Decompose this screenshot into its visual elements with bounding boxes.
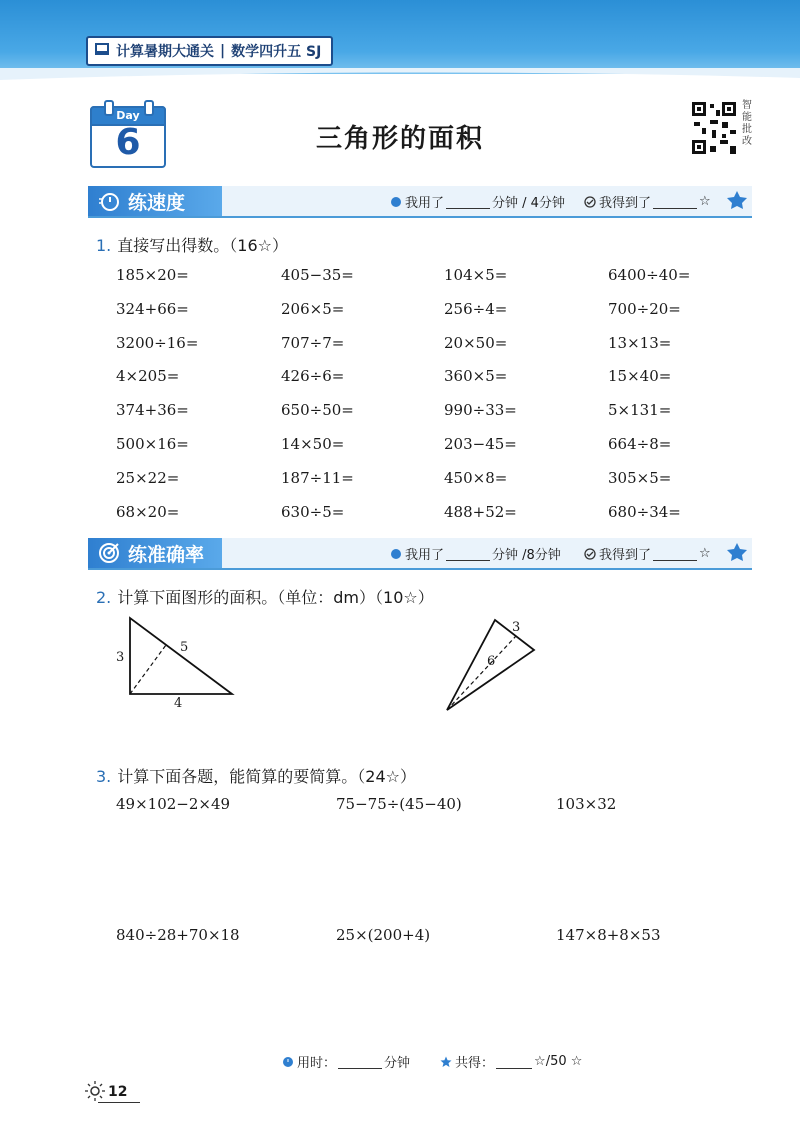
time-used xyxy=(390,192,565,211)
footer-score-suffix: ☆/50 ☆ xyxy=(534,1054,583,1069)
calc-item: 5×131= xyxy=(608,401,672,419)
clock-icon xyxy=(282,1056,294,1068)
footer-score-label: 共得： xyxy=(455,1056,495,1071)
day-number: 6 xyxy=(115,122,141,163)
question-1-heading xyxy=(96,233,288,256)
calc-item: 405−35= xyxy=(281,266,354,284)
tri1-hyp-label: 5 xyxy=(180,640,189,655)
time-suffix: 分钟 / 4分钟 xyxy=(492,196,565,211)
calc-item: 3200÷16= xyxy=(116,334,199,352)
footer-time-unit: 分钟 xyxy=(384,1056,411,1071)
calc-item: 185×20= xyxy=(116,266,189,284)
calendar-ring-icon xyxy=(104,100,114,116)
calc-item: 104×5= xyxy=(444,266,508,284)
score-got xyxy=(584,544,711,563)
calc-item: 426÷6= xyxy=(281,367,345,385)
expression: 147×8+8×53 xyxy=(556,926,661,944)
section-accuracy-bar xyxy=(88,538,752,570)
time-blank[interactable] xyxy=(446,547,490,561)
score-got xyxy=(584,192,711,211)
calc-item: 650÷50= xyxy=(281,401,354,419)
series-title: 计算暑期大通关 xyxy=(116,44,214,60)
calc-item: 680÷34= xyxy=(608,503,681,521)
section-title-text: 练准确率 xyxy=(128,543,205,566)
tri1-side-label: 3 xyxy=(116,650,125,665)
expression: 840÷28+70×18 xyxy=(116,926,240,944)
calc-item: 187÷11= xyxy=(281,469,354,487)
calc-item: 25×22= xyxy=(116,469,180,487)
tri2-short-label: 3 xyxy=(512,620,521,635)
section-speed-bar xyxy=(88,186,752,218)
time-prefix: 我用了 xyxy=(405,196,445,211)
day-label: Day xyxy=(90,106,166,126)
calendar-ring-icon xyxy=(144,100,154,116)
triangle-outline xyxy=(130,618,232,694)
time-used xyxy=(390,544,561,563)
expression: 25×(200+4) xyxy=(336,926,431,944)
drop-icon xyxy=(390,548,402,560)
book-icon xyxy=(94,42,110,56)
check-circle-icon xyxy=(584,196,596,208)
time-suffix: 分钟 /8分钟 xyxy=(492,548,561,563)
calc-item: 6400÷40= xyxy=(608,266,691,284)
star-badge-icon xyxy=(726,190,748,210)
qr-caption xyxy=(742,100,756,148)
calc-item: 630÷5= xyxy=(281,503,345,521)
section-speed-title xyxy=(88,186,222,216)
check-circle-icon xyxy=(584,548,596,560)
score-prefix: 我得到了 xyxy=(599,548,652,563)
question-text: 直接写出得数。（16☆） xyxy=(117,236,288,255)
score-prefix: 我得到了 xyxy=(599,196,652,211)
section-accuracy-title xyxy=(88,538,222,568)
calc-item: 20×50= xyxy=(444,334,508,352)
tri1-base-label: 4 xyxy=(174,696,183,711)
right-triangle-figure xyxy=(120,612,240,702)
question-text: 计算下面各题，能简算的要简算。（24☆） xyxy=(117,767,416,786)
star-badge-icon xyxy=(726,542,748,562)
score-suffix: ☆ xyxy=(699,546,711,561)
question-2-heading xyxy=(96,585,434,608)
question-number: 1. xyxy=(96,236,112,255)
calc-item: 256÷4= xyxy=(444,300,508,318)
footer-score-blank[interactable] xyxy=(496,1055,532,1069)
target-icon xyxy=(98,542,120,564)
expression: 49×102−2×49 xyxy=(116,795,231,813)
series-subtitle: 数学四升五 SJ xyxy=(231,44,322,60)
time-blank[interactable] xyxy=(446,195,490,209)
calc-item: 4×205= xyxy=(116,367,180,385)
page-number: 12 xyxy=(108,1084,128,1100)
question-number: 2. xyxy=(96,588,112,607)
calc-item: 15×40= xyxy=(608,367,672,385)
calc-item: 68×20= xyxy=(116,503,180,521)
sun-icon xyxy=(84,1080,106,1102)
calc-item: 500×16= xyxy=(116,435,189,453)
series-header xyxy=(86,36,333,66)
tri2-long-label: 6 xyxy=(487,654,496,669)
score-suffix: ☆ xyxy=(699,194,711,209)
page-number-underline xyxy=(98,1102,140,1103)
calc-item: 305×5= xyxy=(608,469,672,487)
calc-item: 990÷33= xyxy=(444,401,517,419)
calc-item: 203−45= xyxy=(444,435,517,453)
question-text: 计算下面图形的面积。（单位：dm）（10☆） xyxy=(117,588,434,607)
drop-icon xyxy=(390,196,402,208)
calc-item: 324+66= xyxy=(116,300,189,318)
calc-item: 664÷8= xyxy=(608,435,672,453)
star-icon xyxy=(440,1056,452,1068)
calc-item: 374+36= xyxy=(116,401,189,419)
expression: 103×32 xyxy=(556,795,617,813)
footer-time-blank[interactable] xyxy=(338,1055,382,1069)
expression: 75−75÷(45−40) xyxy=(336,795,462,813)
score-blank[interactable] xyxy=(653,195,697,209)
header-separator: | xyxy=(220,43,226,59)
calc-item: 206×5= xyxy=(281,300,345,318)
question-3-heading xyxy=(96,764,416,787)
section-title-text: 练速度 xyxy=(128,191,186,214)
qr-caption-char: 能 xyxy=(742,112,752,123)
qr-caption-char: 批 xyxy=(742,124,752,135)
height-dashed-line xyxy=(130,645,166,694)
calc-item: 13×13= xyxy=(608,334,672,352)
calc-item: 488+52= xyxy=(444,503,517,521)
question-number: 3. xyxy=(96,767,112,786)
qr-caption-char: 改 xyxy=(742,136,752,147)
qr-caption-char: 智 xyxy=(742,100,752,111)
calc-item: 707÷7= xyxy=(281,334,345,352)
stopwatch-icon xyxy=(98,190,120,212)
calc-item: 360×5= xyxy=(444,367,508,385)
page-curve xyxy=(0,68,800,108)
calc-item: 14×50= xyxy=(281,435,345,453)
footer-summary xyxy=(282,1052,582,1071)
qr-code-icon[interactable] xyxy=(690,100,738,156)
time-prefix: 我用了 xyxy=(405,548,445,563)
calc-item: 700÷20= xyxy=(608,300,681,318)
calc-item: 450×8= xyxy=(444,469,508,487)
score-blank[interactable] xyxy=(653,547,697,561)
page-title: 三角形的面积 xyxy=(315,124,484,154)
footer-time-label: 用时： xyxy=(297,1056,337,1071)
